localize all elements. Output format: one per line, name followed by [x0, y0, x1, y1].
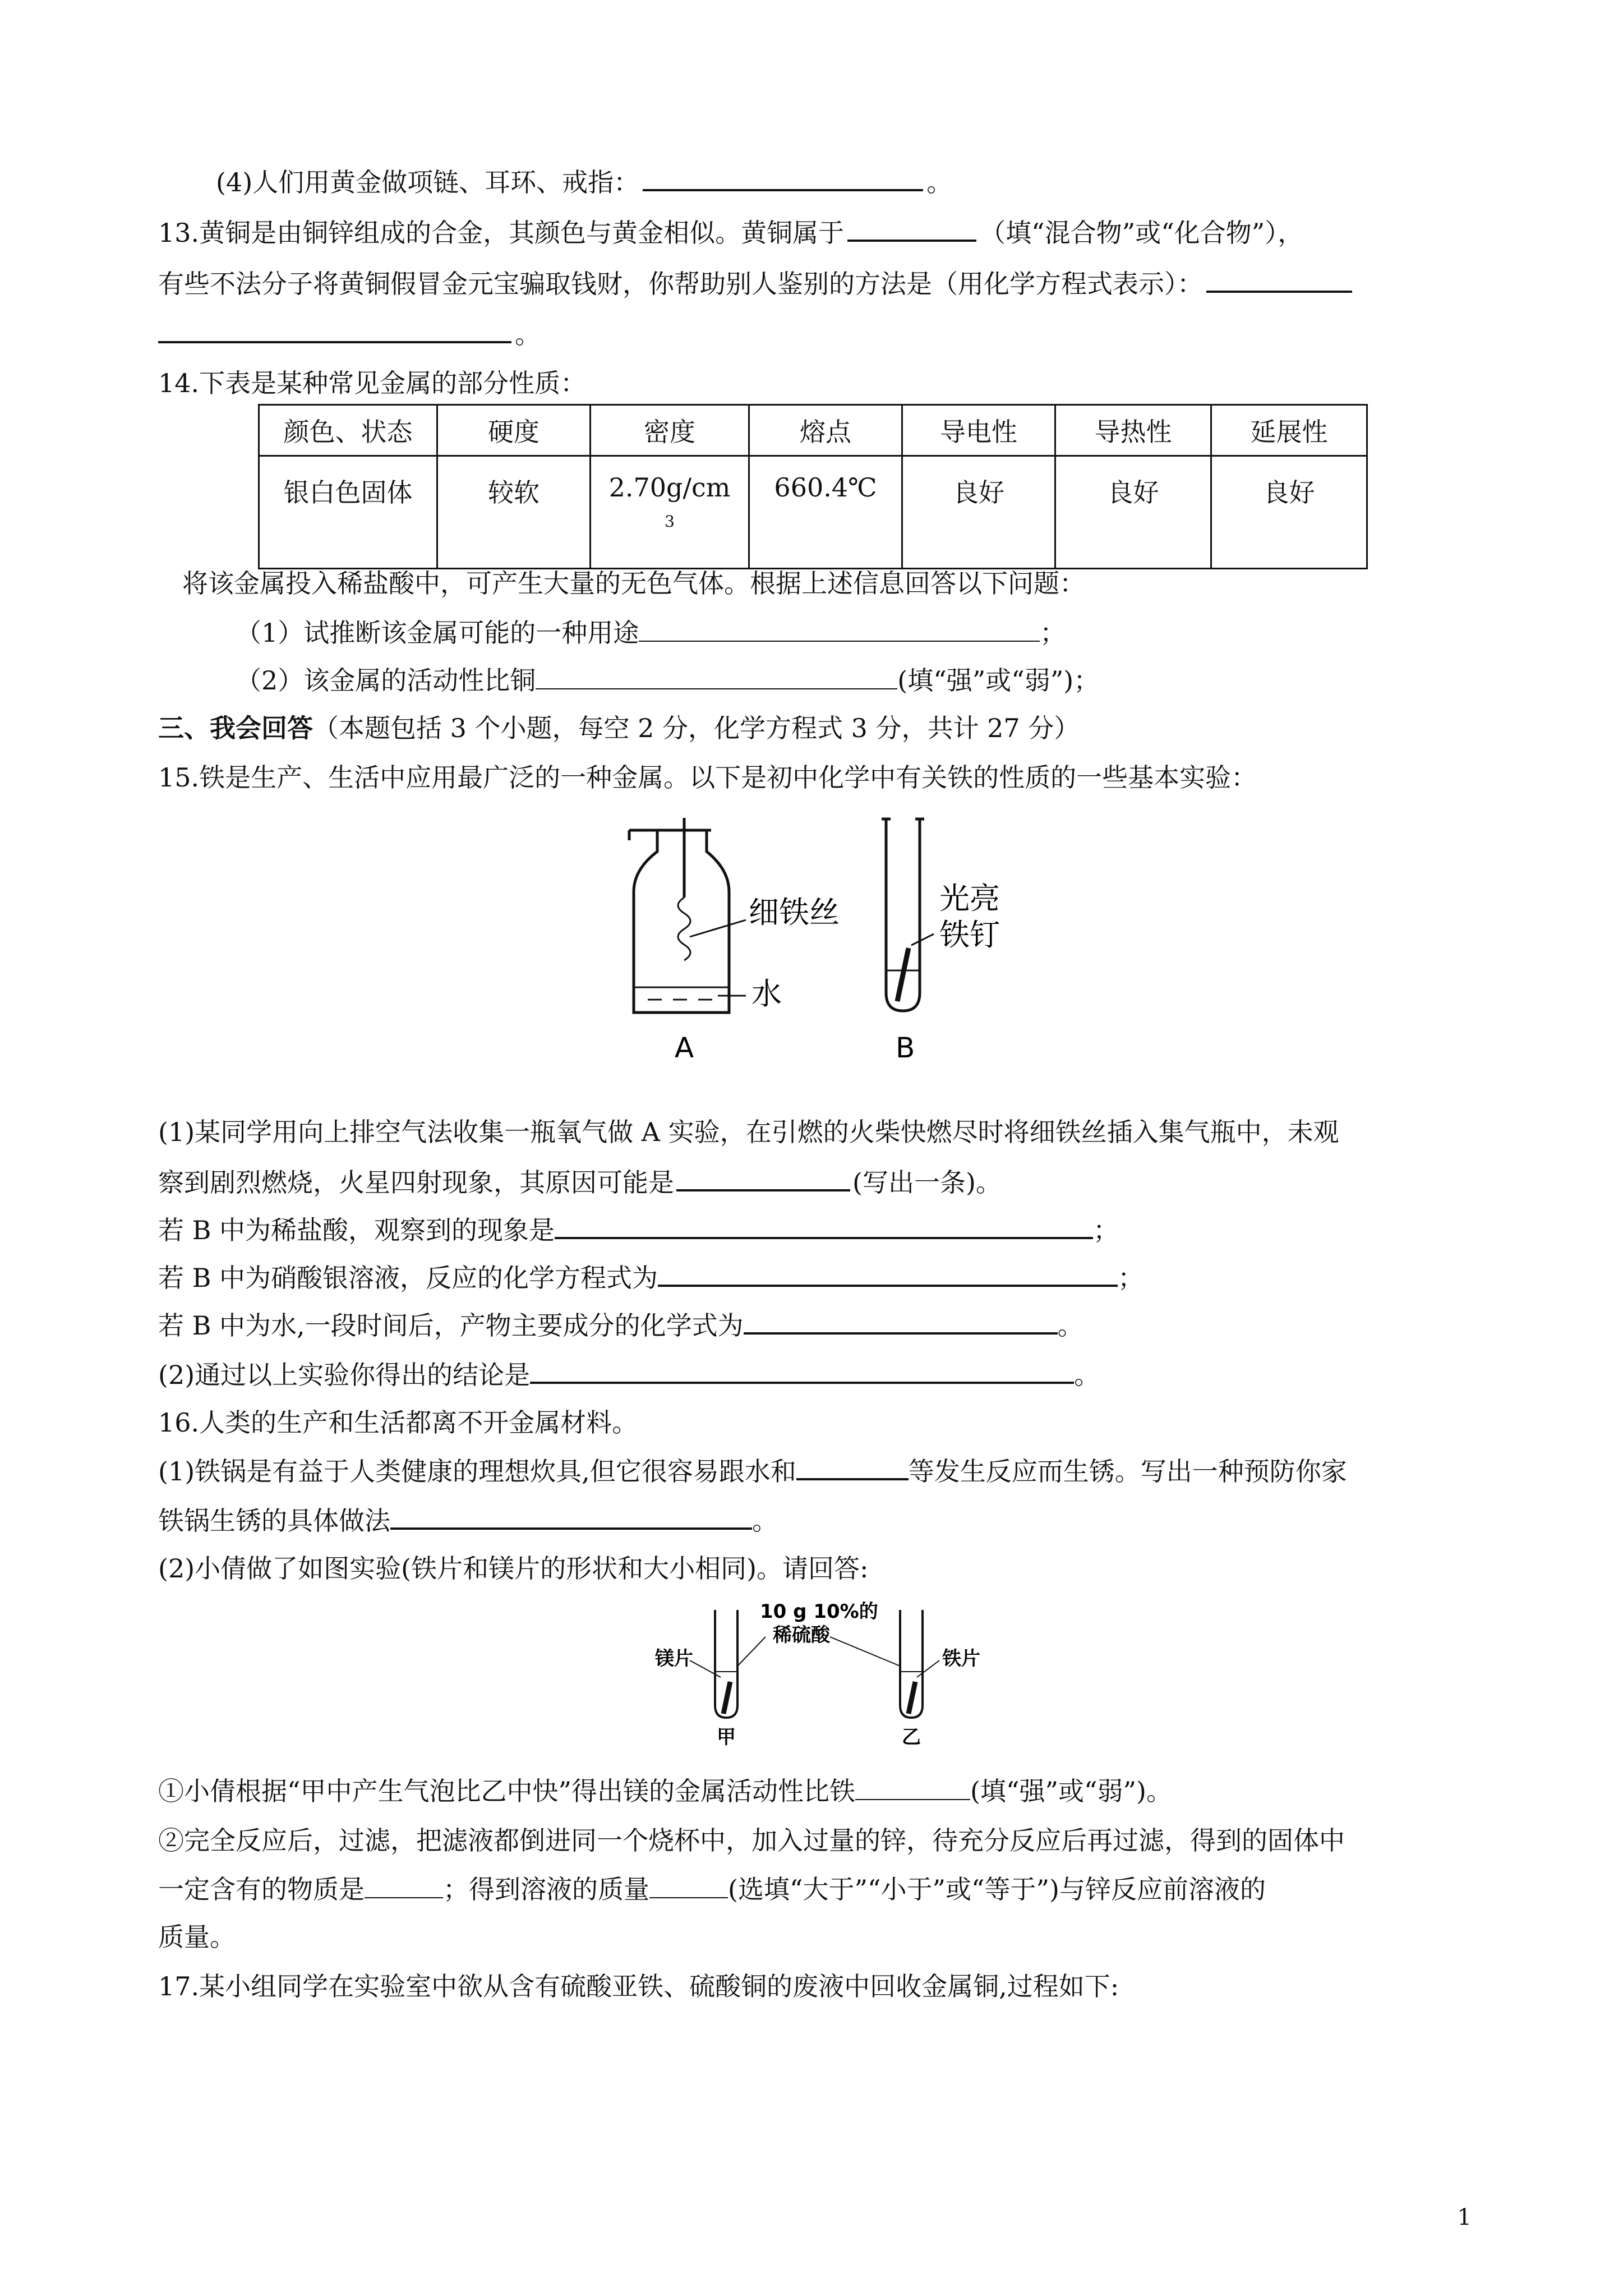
q15-p2-text: 若 B 中为稀盐酸，观察到的现象是 — [158, 1215, 555, 1245]
page-number: 1 — [1457, 2205, 1472, 2230]
fig16-caption-yi: 乙 — [902, 1726, 921, 1749]
q15-p1b-end: (写出一条)。 — [852, 1167, 1002, 1198]
q15-p5 — [158, 1362, 1100, 1388]
table-header-cell: 熔点 — [749, 405, 902, 456]
q15-p2 — [158, 1217, 1119, 1243]
q13-text2: 有些不法分子将黄铜假冒金元宝骗取钱财，你帮助别人鉴别的方法是（用化学方程式表示）： — [158, 269, 1203, 299]
q16-blank-mass[interactable] — [649, 1878, 728, 1898]
q15-p3-text: 若 B 中为硝酸银溶液，反应的化学方程式为 — [158, 1263, 658, 1293]
q16-c2b-mid: ；得到溶液的质量 — [443, 1874, 649, 1904]
figure-b-test-tube — [882, 819, 934, 1011]
q16-c2a: ②完全反应后，过滤，把滤液都倒进同一个烧杯中，加入过量的锌，待充分反应后再过滤，得到的固体中 — [158, 1825, 1345, 1856]
q16-p1b-text: 铁锅生锈的具体做法 — [158, 1506, 390, 1536]
q13-blank-equation-cont[interactable] — [158, 322, 511, 343]
density-value: 2.70g/cm — [608, 472, 731, 503]
fig16-caption-jia: 甲 — [717, 1726, 736, 1749]
q14-sub1-blank[interactable] — [639, 622, 1040, 642]
q15-p4 — [158, 1310, 1083, 1341]
q12-part4-end: 。 — [926, 167, 953, 197]
q16-c2b — [158, 1876, 1266, 1902]
section3-heading — [158, 715, 1080, 741]
fig16-label-acid-amount: 10 g 10%的 — [760, 1600, 878, 1623]
figA-label-water: 水 — [751, 976, 782, 1011]
q15-title: 15.铁是生产、生活中应用最广泛的一种金属。以下是初中化学中有关铁的性质的一些基本实验： — [158, 762, 1257, 793]
table-header-cell: 颜色、状态 — [259, 405, 437, 456]
q14-sub2 — [236, 665, 1100, 696]
q13-text3-end: 。 — [515, 319, 541, 349]
q15-p3 — [158, 1265, 1144, 1291]
q15-blank-formula[interactable] — [744, 1313, 1058, 1335]
q12-part4-text: (4)人们用黄金做项链、耳环、戒指： — [216, 167, 640, 197]
q14-sub2-end: (填“强”或“弱”)； — [897, 665, 1100, 696]
table-cell: 良好 — [1055, 456, 1211, 569]
q14-title: 14.下表是某种常见金属的部分性质： — [158, 368, 587, 398]
q14-sub1-end: ； — [1040, 618, 1066, 648]
q16-p1a-text: (1)铁锅是有益于人类健康的理想炊具,但它很容易跟水和 — [158, 1456, 796, 1487]
q16-c2c: 质量。 — [158, 1922, 236, 1952]
q16-title: 16.人类的生产和生活都离不开金属材料。 — [158, 1407, 638, 1438]
q15-p5-text: (2)通过以上实验你得出的结论是 — [158, 1360, 531, 1390]
q12-part4-blank[interactable] — [643, 170, 923, 191]
q16-blank-activity[interactable] — [855, 1780, 970, 1800]
q16-p1a-end: 等发生反应而生锈。写出一种预防你家 — [908, 1456, 1347, 1487]
q15-p4-end: 。 — [1057, 1310, 1083, 1341]
q16-p1b — [158, 1508, 778, 1534]
q16-p1a — [158, 1456, 1347, 1487]
q13-blank-type[interactable] — [847, 220, 976, 242]
table-header-cell: 延展性 — [1211, 405, 1367, 456]
q16-c2b-text: 一定含有的物质是 — [158, 1874, 365, 1904]
q16-p2: (2)小倩做了如图实验(铁片和镁片的形状和大小相同)。请回答: — [158, 1553, 869, 1584]
q17-title: 17.某小组同学在实验室中欲从含有硫酸亚铁、硫酸铜的废液中回收金属铜,过程如下: — [158, 1971, 1119, 2001]
q14-sub1 — [236, 620, 1066, 646]
table-cell: 660.4℃ — [749, 456, 902, 569]
figB-label-nail: 铁钉 — [939, 917, 1000, 953]
figA-label-wire: 细铁丝 — [749, 895, 840, 930]
q15-blank-conclusion[interactable] — [530, 1363, 1074, 1384]
q15-blank-phenomenon[interactable] — [555, 1218, 1093, 1239]
q16-c1-text: ①小倩根据“甲中产生气泡比乙中快”得出镁的金属活动性比铁 — [158, 1776, 856, 1806]
q12-part4 — [216, 169, 952, 195]
q16-p1b-end: 。 — [752, 1506, 778, 1536]
figB-caption: B — [896, 1032, 915, 1064]
q15-p1a: (1)某同学用向上排空气法收集一瓶氧气做 A 实验，在引燃的火柴快燃尽时将细铁丝插入集气瓶中，未观 — [158, 1117, 1339, 1147]
table-cell-density — [591, 456, 749, 569]
q15-p1b — [158, 1167, 1002, 1198]
q16-blank-prevention[interactable] — [390, 1508, 752, 1530]
table-header-cell: 密度 — [591, 405, 749, 456]
table-cell: 良好 — [1211, 456, 1367, 569]
q13-text1b: （填“混合物”或“化合物”）， — [980, 218, 1304, 248]
q13-blank-equation[interactable] — [1206, 272, 1352, 293]
metal-properties-table — [258, 404, 1368, 569]
table-header-cell: 导电性 — [902, 405, 1055, 456]
q15-blank-equation[interactable] — [658, 1266, 1118, 1287]
figure-a-bottle — [629, 818, 746, 1013]
q16-c2b-end: (选填“大于”“小于”或“等于”)与锌反应前溶液的 — [728, 1874, 1266, 1904]
q15-figure — [617, 808, 1021, 1071]
figA-caption: A — [675, 1032, 694, 1064]
q13-line2 — [158, 271, 1355, 297]
table-row — [259, 456, 1367, 569]
q15-p2-end: ； — [1093, 1215, 1119, 1245]
figB-label-bright: 光亮 — [939, 881, 1000, 916]
q15-blank-reason[interactable] — [676, 1170, 850, 1191]
q16-blank-substance[interactable] — [796, 1459, 909, 1480]
table-header-row — [259, 405, 1367, 456]
table-cell: 银白色固体 — [259, 456, 437, 569]
q13-text1: 13.黄铜是由铜锌组成的合金，其颜色与黄金相似。黄铜属于 — [158, 218, 845, 248]
fig16-label-acid: 稀硫酸 — [773, 1624, 830, 1646]
q15-p4-text: 若 B 中为水,一段时间后，产物主要成分的化学式为 — [158, 1310, 744, 1341]
section3-rest: （本题包括 3 个小题，每空 2 分，化学方程式 3 分，共计 27 分） — [313, 713, 1080, 743]
q13-line3 — [158, 321, 541, 347]
density-exponent: 3 — [665, 512, 675, 531]
q16-figure — [645, 1599, 993, 1750]
q14-intro: 将该金属投入稀盐酸中，可产生大量的无色气体。根据上述信息回答以下问题： — [182, 568, 1085, 599]
table-header-cell: 硬度 — [437, 405, 591, 456]
q16-blank-solid[interactable] — [365, 1878, 443, 1898]
q14-sub1-text: （1）试推断该金属可能的一种用途 — [236, 618, 639, 648]
q15-p5-end: 。 — [1074, 1360, 1100, 1390]
q15-p3-end: ； — [1118, 1263, 1144, 1293]
fig16-label-fe: 铁片 — [942, 1648, 980, 1670]
q16-c1-end: (填“强”或“弱”)。 — [970, 1776, 1173, 1806]
q14-sub2-blank[interactable] — [536, 669, 897, 689]
fig16-label-mg: 镁片 — [655, 1648, 693, 1670]
table-header-cell: 导热性 — [1055, 405, 1211, 456]
section3-bold: 三、我会回答 — [158, 713, 313, 743]
table-cell: 较软 — [437, 456, 591, 569]
q14-sub2-text: （2）该金属的活动性比铜 — [236, 665, 536, 696]
q13-line1 — [158, 220, 1303, 246]
q15-p1b-text: 察到剧烈燃烧，火星四射现象，其原因可能是 — [158, 1167, 674, 1198]
q16-c1 — [158, 1778, 1172, 1804]
table-cell: 良好 — [902, 456, 1055, 569]
